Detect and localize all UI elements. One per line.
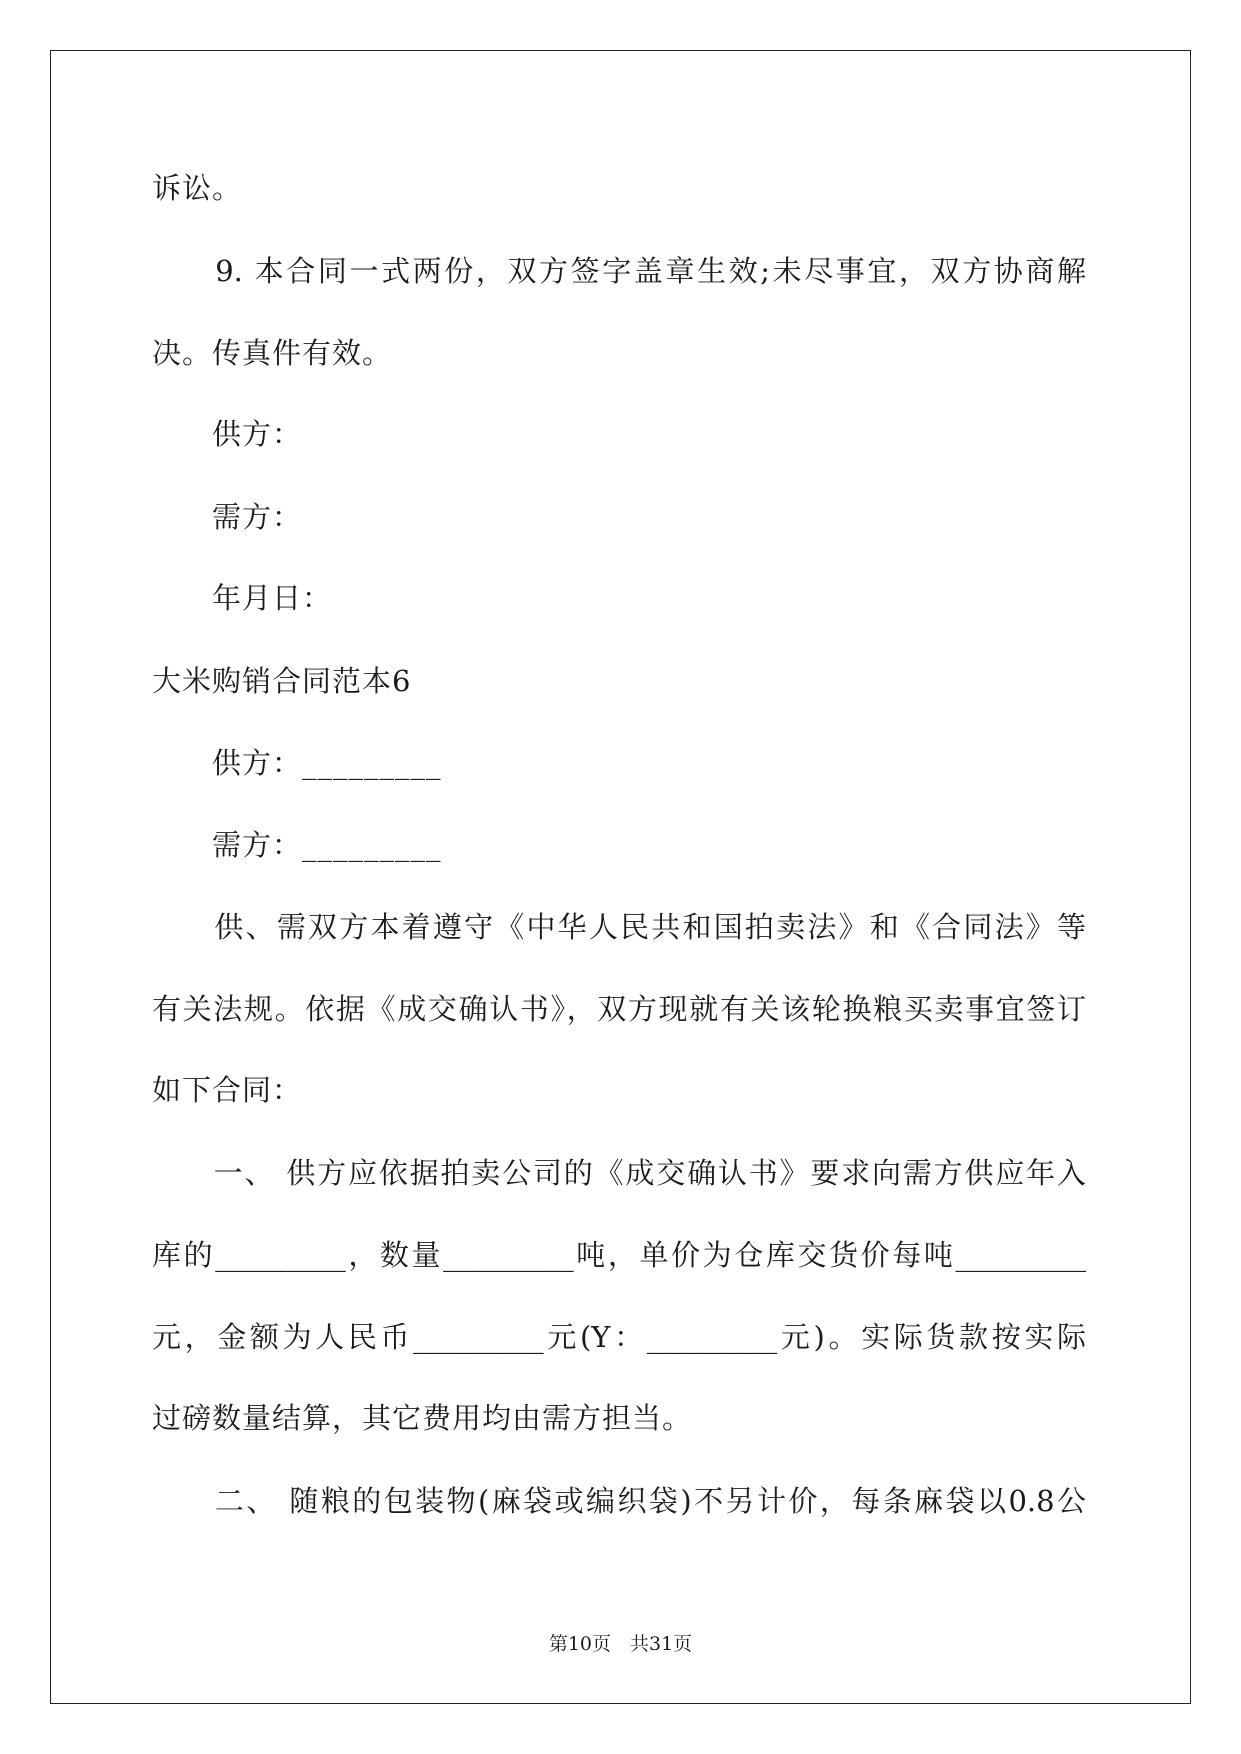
text-line-15: 元，金额为人民币_________元(Y：_________元)。实际货款按实际 [152, 1320, 1086, 1354]
supplier-label: 供方： [152, 417, 303, 451]
text-line-12: 如下合同： [152, 1073, 303, 1107]
text-line-14: 库的_________，数量_________吨，单价为仓库交货价每吨_________ [152, 1238, 1086, 1272]
text-line-16: 过磅数量结算，其它费用均由需方担当。 [152, 1401, 693, 1435]
text-line-17: 二、 随粮的包装物(麻袋或编织袋)不另计价，每条麻袋以0.8公 [152, 1484, 1086, 1518]
text-line-1: 诉讼。 [152, 171, 243, 205]
buyer-field: 需方：_________ [152, 828, 442, 862]
text-line-10: 供、需双方本着遵守《中华人民共和国拍卖法》和《合同法》等 [152, 910, 1086, 944]
section-title: 大米购销合同范本6 [152, 664, 412, 698]
text-line-3: 决。传真件有效。 [152, 336, 393, 370]
supplier-field: 供方：_________ [152, 746, 442, 780]
date-label: 年月日： [152, 581, 333, 615]
buyer-label: 需方： [152, 500, 303, 534]
page-number-footer: 第10页 共31页 [548, 1633, 693, 1655]
text-line-2: 9. 本合同一式两份，双方签字盖章生效;未尽事宜，双方协商解 [152, 254, 1086, 288]
text-line-13: 一、 供方应依据拍卖公司的《成交确认书》要求向需方供应年入 [152, 1156, 1086, 1190]
page-border [50, 50, 1191, 1704]
text-line-11: 有关法规。依据《成交确认书》，双方现就有关该轮换粮买卖事宜签订 [152, 992, 1086, 1026]
